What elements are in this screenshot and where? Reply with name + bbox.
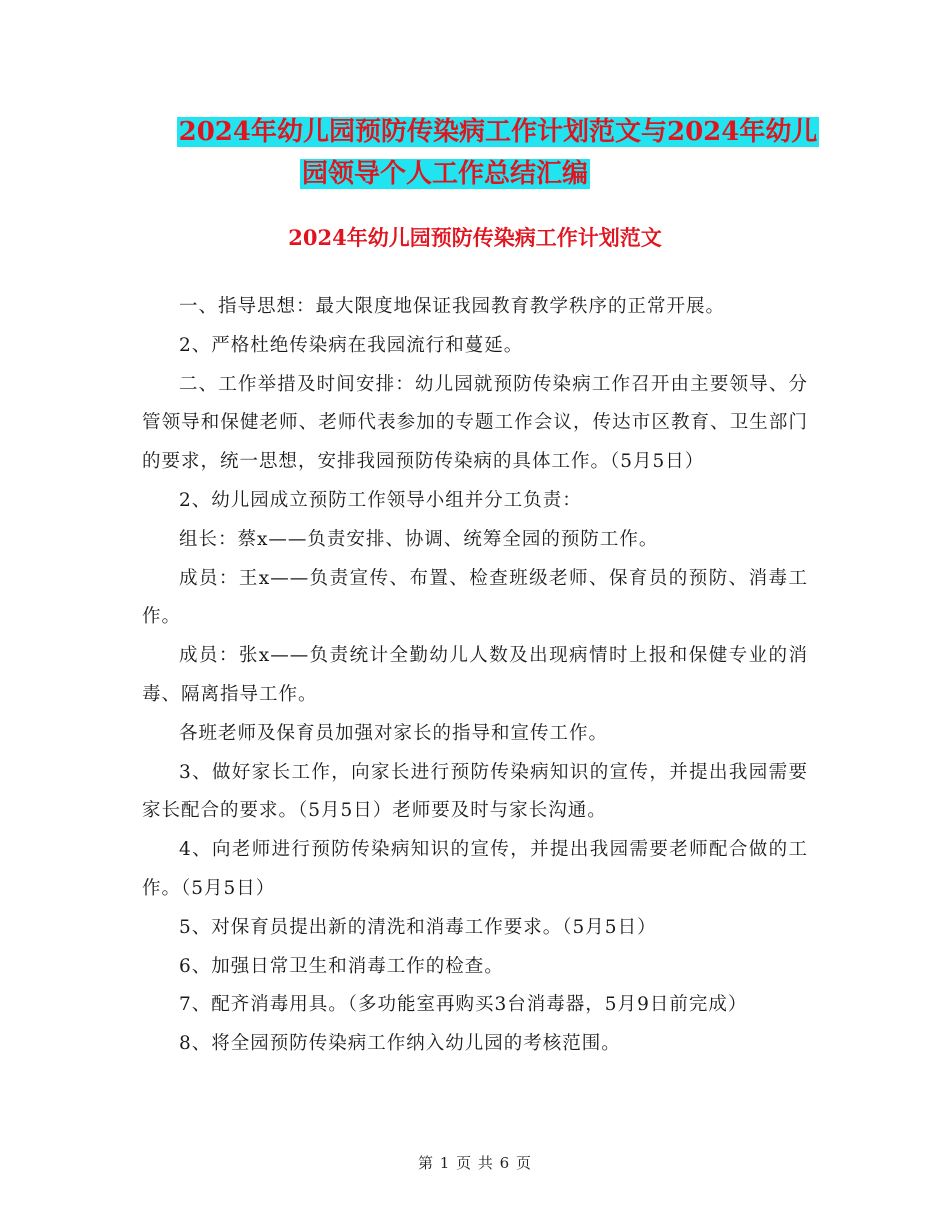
paragraph: 8、将全园预防传染病工作纳入幼儿园的考核范围。: [179, 1033, 621, 1055]
paragraph: 4、向老师进行预防传染病知识的宣传，并提出我园需要老师配合做的工作。（5月5日）: [142, 839, 808, 899]
document-title-line-1: [0, 110, 950, 154]
section-title: 2024年幼儿园预防传染病工作计划范文: [288, 225, 662, 250]
paragraph: 3、做好家长工作，向家长进行预防传染病知识的宣传，并提出我园需要家长配合的要求。（5月5日）老师要及时与家长沟通。: [142, 761, 808, 822]
paragraph: 2、严格杜绝传染病在我园流行和蔓延。: [179, 334, 524, 356]
document-title-line-2: [0, 152, 950, 196]
paragraph: 成员：王x——负责宣传、布置、检查班级老师、保育员的预防、消毒工作。: [142, 567, 808, 628]
document-body: [142, 288, 808, 1064]
paragraph: 各班老师及保育员加强对家长的指导和宣传工作。: [179, 722, 609, 744]
paragraph: 二、工作举措及时间安排：幼儿园就预防传染病工作召开由主要领导、分管领导和保健老师、老师代表参加的专题工作会议，传达市区教育、卫生部门的要求，统一思想，安排我园预防传染病的具体工作。（5月5日）: [142, 373, 808, 473]
paragraph: 5、对保育员提出新的清洗和消毒工作要求。（5月5日）: [179, 916, 657, 938]
paragraph: 6、加强日常卫生和消毒工作的检查。: [179, 955, 504, 977]
paragraph: 7、配齐消毒用具。（多功能室再购买3台消毒器，5月9日前完成）: [179, 994, 748, 1016]
paragraph: 一、指导思想：最大限度地保证我园教育教学秩序的正常开展。: [179, 296, 726, 317]
paragraph: 组长：蔡x——负责安排、协调、统筹全园的预防工作。: [179, 528, 659, 550]
paragraph: 2、幼儿园成立预防工作领导小组并分工负责：: [179, 489, 582, 511]
title-highlight: 园领导个人工作总结汇编: [301, 159, 588, 189]
paragraph: 成员：张x——负责统计全勤幼儿人数及出现病情时上报和保健专业的消毒、隔离指导工作。: [142, 645, 808, 705]
title-highlight: 2024年幼儿园预防传染病工作计划范文与2024年幼儿: [178, 117, 818, 147]
page-footer: 第 1 页 共 6 页: [418, 1154, 532, 1172]
